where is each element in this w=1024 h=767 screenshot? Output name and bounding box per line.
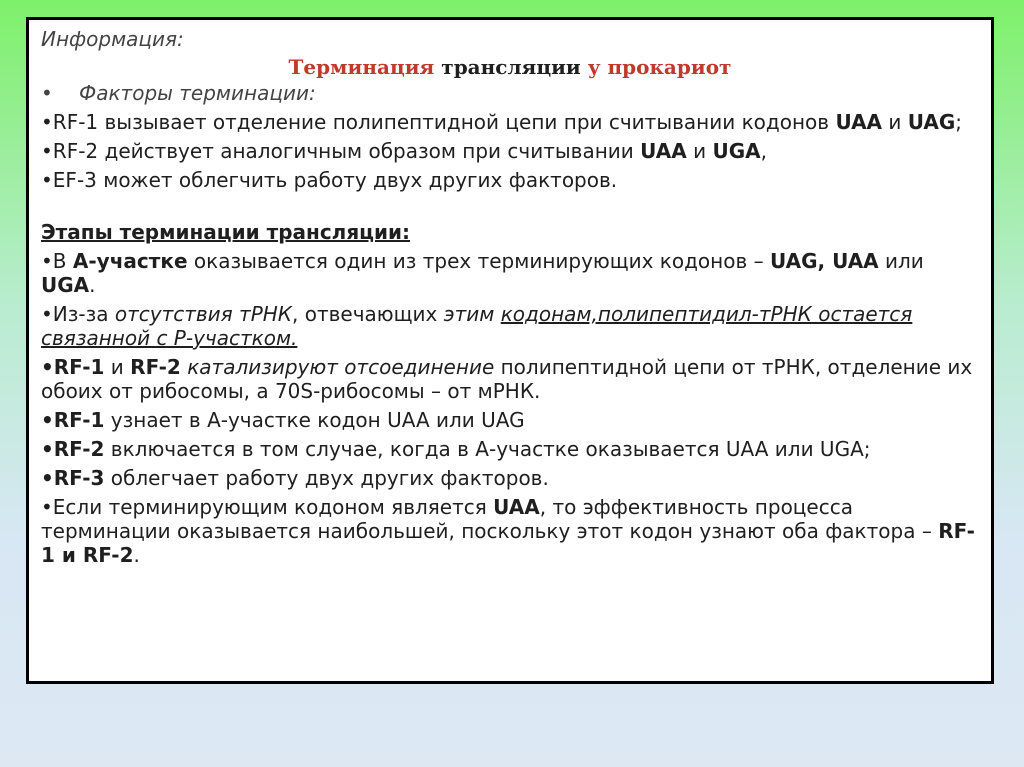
conjunction: и [882, 110, 908, 134]
codon-uaa: UAA [835, 110, 883, 134]
bullet-icon: • [41, 81, 53, 105]
factors-heading [41, 81, 979, 105]
italic-text: отсутствия тРНК [114, 302, 292, 326]
bold-codon: UAA [493, 495, 540, 519]
text: узнает в А-участке кодон UAA или UAG [104, 408, 525, 432]
text: •В [41, 249, 73, 273]
bold-term: •RF-2 [41, 437, 105, 461]
stage-1 [41, 249, 979, 297]
stage-6 [41, 466, 979, 490]
factor-rf1 [41, 110, 979, 134]
text: , то эффективность процесса терминации оказывается наибольшей, поскольку этот кодон узнают оба фактора – [41, 495, 939, 543]
title-part-2: трансляции [441, 55, 581, 79]
factor-rf2-text: •RF-2 действует аналогичным образом при считывании [41, 139, 641, 163]
text: •Из-за [41, 302, 115, 326]
italic-text: этим [443, 302, 495, 326]
text: включается в том случае, когда в А-участке оказывается UAA или UGA; [104, 437, 871, 461]
italic-underlined-text: кодонам,полипептидил-тРНК остается связанной с Р-участком. [41, 302, 913, 350]
text: и [104, 355, 131, 379]
punctuation: , [760, 139, 767, 163]
stage-3 [41, 355, 979, 403]
codon-uga: UGA [712, 139, 761, 163]
conjunction: и [686, 139, 713, 163]
title-part-1: Терминация [288, 55, 435, 79]
title-part-3: у прокариот [587, 55, 732, 79]
factors-heading-text: Факторы терминации: [79, 81, 316, 105]
text: . [133, 543, 140, 567]
bold-term: •RF-3 [41, 466, 105, 490]
bold-term: •RF-1 [41, 408, 105, 432]
bold-codons: UAG, UAA [770, 249, 879, 273]
factor-rf1-text: •RF-1 вызывает отделение полипептидной цепи при считывании кодонов [41, 110, 836, 134]
text: полипептидной цепи от тРНК, отделение их обоих от рибосомы, а 70S-рибосомы – от мРНК. [41, 355, 973, 403]
text: •Если терминирующим кодоном является [41, 495, 494, 519]
text: или [878, 249, 924, 273]
text: оказывается один из трех терминирующих кодонов – [187, 249, 770, 273]
codon-uaa: UAA [640, 139, 687, 163]
stage-2 [41, 302, 979, 350]
text: . [89, 273, 96, 297]
stages-heading: Этапы терминации трансляции: [41, 220, 411, 244]
bold-term: •RF-1 [41, 355, 105, 379]
bold-term: RF-2 [130, 355, 181, 379]
factor-rf2 [41, 139, 979, 163]
stage-5 [41, 437, 979, 461]
spacer [41, 192, 979, 220]
bold-codon: UGA [41, 273, 90, 297]
factor-ef3: •EF-3 может облегчить работу двух других факторов. [41, 168, 618, 192]
text: , отвечающих [292, 302, 444, 326]
bold-term: А-участке [72, 249, 188, 273]
text: облегчает работу двух других факторов. [104, 466, 549, 490]
italic-text: катализируют отсоединение [187, 355, 495, 379]
content-panel [26, 17, 994, 684]
punctuation: ; [955, 110, 963, 134]
bold-term: RF-1 и RF-2 [41, 519, 975, 567]
slide-title [41, 55, 979, 79]
stage-4 [41, 408, 979, 432]
stage-7 [41, 495, 979, 567]
codon-uag: UAG [907, 110, 956, 134]
info-label: Информация: [41, 27, 184, 51]
